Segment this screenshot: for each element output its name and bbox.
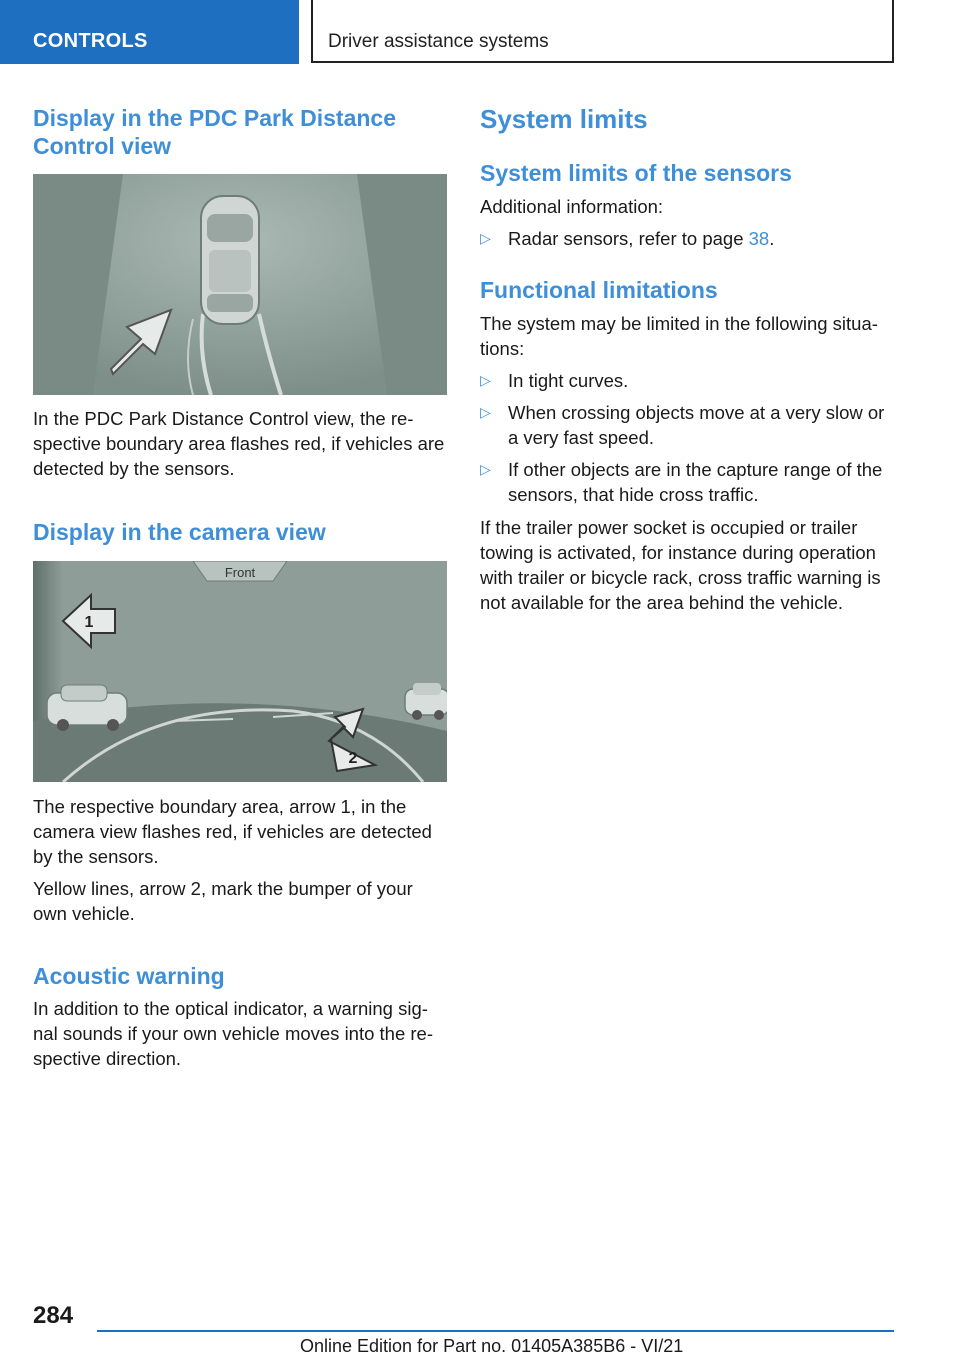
triangle-right-icon: ▷ [480, 404, 491, 420]
triangle-right-icon: ▷ [480, 461, 491, 477]
chapter-title: Driver assistance systems [328, 31, 549, 52]
camera-view-illustration [33, 561, 447, 782]
edition-text: Online Edition for Part no. 01405A385B6 - VI/21 [300, 1336, 684, 1356]
chapter-header [311, 0, 894, 63]
list-item: ▷ If other objects are in the capture range of the sensors, that hide cross traffic. [480, 459, 883, 505]
section-tab [0, 0, 299, 64]
camera-text-1: The respective boundary area, arrow 1, in the camera view flashes red, if vehicles are detected by the sensors. [33, 796, 432, 867]
camera-heading: Display in the camera view [33, 519, 326, 545]
list-item: ▷ In tight curves. [480, 370, 629, 391]
pdc-view-figure [33, 174, 447, 395]
pdc-view-illustration [33, 174, 447, 395]
front-label: Front [224, 565, 256, 580]
list-item: ▷ Radar sensors, refer to page 38. [480, 228, 775, 249]
acoustic-heading: Acoustic warning [33, 963, 225, 989]
car-right-icon [405, 683, 447, 720]
triangle-right-icon: ▷ [480, 372, 491, 388]
page-number: 284 [33, 1302, 74, 1329]
arrow-2-label: 2 [348, 750, 358, 767]
page-38-link[interactable]: 38 [748, 228, 770, 249]
list-item: ▷ When crossing objects move at a very slow or a very fast speed. [480, 402, 885, 448]
camera-text-2: Yellow lines, arrow 2, mark the bumper of your own vehicle. [33, 878, 413, 924]
footer-divider [97, 1330, 894, 1332]
func-text: If the trailer power socket is occupied or trailer towing is activated, for instance during operation with trailer or bicycle rack, cross traffic warning is not available for the area behind the vehicle. [480, 517, 881, 613]
pdc-heading: Display in the PDC Park Distance Control view [33, 105, 397, 159]
func-heading: Functional limitations [480, 277, 718, 303]
sensors-bullet-text: Radar sensors, refer to page [508, 228, 749, 249]
sensors-heading: System limits of the sensors [480, 160, 792, 186]
limits-heading: System limits [480, 104, 648, 134]
sensors-intro: Additional information: [480, 196, 664, 217]
triangle-right-icon: ▷ [480, 230, 491, 246]
acoustic-text: In addition to the optical indicator, a warning sig-nal sounds if your own vehicle moves into the re-spective direction. [33, 998, 434, 1069]
arrow-1-label: 1 [84, 614, 94, 631]
func-intro: The system may be limited in the following situa-tions: [480, 313, 878, 359]
section-title: CONTROLS [33, 30, 148, 52]
pdc-text: In the PDC Park Distance Control view, the re-spective boundary area flashes red, if vehicles are detected by the sensors. [33, 408, 445, 479]
camera-view-figure [33, 561, 447, 782]
